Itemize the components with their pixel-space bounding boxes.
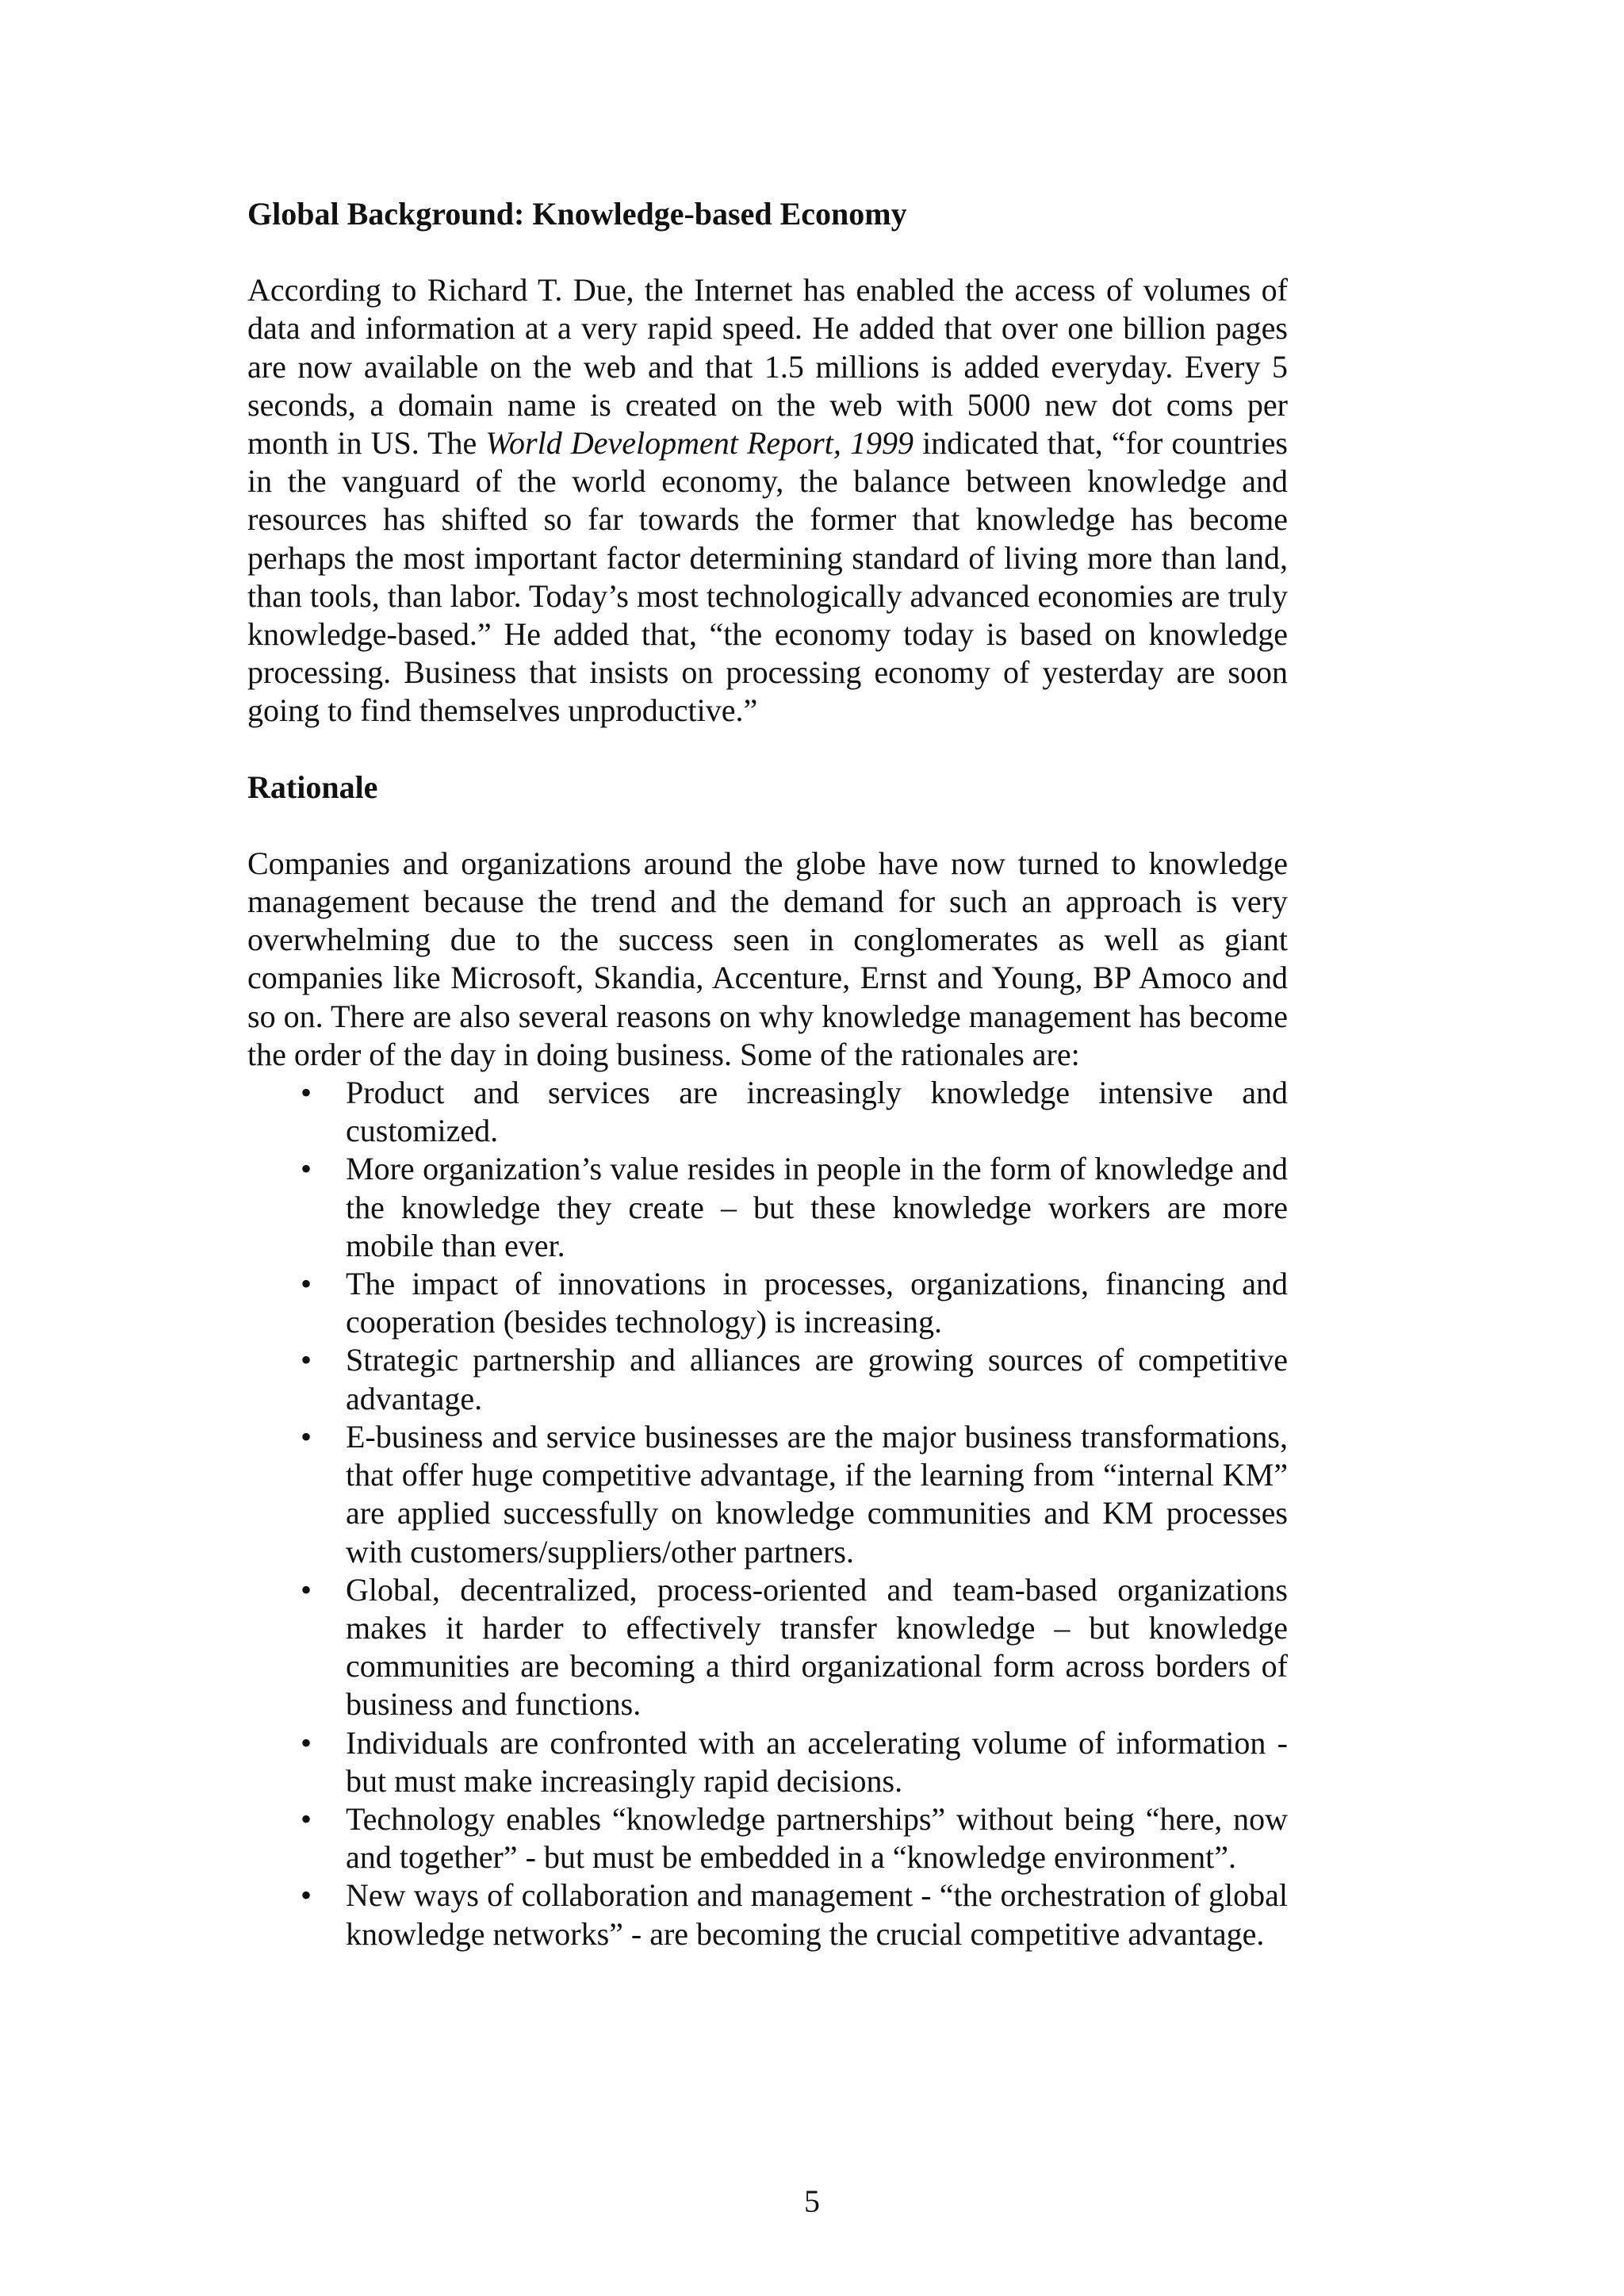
- bullet-icon: •: [300, 1800, 312, 1837]
- paragraph-knowledge-economy: [247, 271, 1288, 730]
- list-item-text: Technology enables “knowledge partnerships” without being “here, now and together” - but must be embedded in a “knowledge environment”.: [346, 1800, 1288, 1876]
- list-item: [247, 1724, 1288, 1800]
- bullet-icon: •: [300, 1418, 312, 1455]
- section-heading-rationale: Rationale: [247, 769, 378, 805]
- list-item-text: Individuals are confronted with an accelerating volume of information - but must make increasingly rapid decisions.: [346, 1724, 1288, 1799]
- spacer: [247, 807, 1288, 845]
- list-item: [247, 1800, 1288, 1876]
- list-item-text: Global, decentralized, process-oriented and team-based organizations makes it harder to effectively transfer knowledge – but knowledge communities are becoming a third organizational form across borders of business and functions.: [346, 1571, 1288, 1723]
- list-item-text: Strategic partnership and alliances are growing sources of competitive advantage.: [346, 1342, 1288, 1416]
- list-item: [247, 1150, 1288, 1265]
- bullet-icon: •: [300, 1151, 312, 1187]
- list-item-text: The impact of innovations in processes, organizations, financing and cooperation (besides technology) is increasing.: [346, 1266, 1288, 1340]
- spacer: [247, 233, 1288, 271]
- list-item-text: More organization’s value resides in people in the form of knowledge and the knowledge they create – but these knowledge workers are more mobile than ever.: [346, 1151, 1288, 1263]
- list-item: [247, 1571, 1288, 1724]
- list-item: [247, 1074, 1288, 1150]
- list-item: [247, 1265, 1288, 1341]
- paragraph-rationale: Companies and organizations around the globe have now turned to knowledge management because the trend and the demand for such an approach is very overwhelming due to the success seen in conglomerates as well as giant companies like Microsoft, Skandia, Accenture, Ernst and Young, BP Amoco and so on. There are also several reasons on why knowledge management has become the order of the day in doing business. Some of the rationales are:: [247, 845, 1288, 1072]
- section-heading-global-background: Global Background: Knowledge-based Economy: [247, 196, 907, 232]
- list-item: [247, 1418, 1288, 1571]
- bullet-icon: •: [300, 1877, 312, 1914]
- rationale-bullet-list: [247, 1074, 1288, 1953]
- list-item-text: E-business and service businesses are the major business transformations, that offer huge competitive advantage, if the learning from “internal KM” are applied successfully on knowledge communities and KM processes with customers/suppliers/other partners.: [346, 1418, 1288, 1570]
- list-item-text: New ways of collaboration and management - “the orchestration of global knowledge networks” - are becoming the crucial competitive advantage.: [346, 1877, 1288, 1952]
- list-item: [247, 1341, 1288, 1417]
- paragraph-text-part1: According to Richard T. Due, the Internet has enabled the access of volumes of data and information at a very rapid speed. He added that over one billion pages are now available on the web and that 1.5 millions is added everyday. Every 5 seconds, a domain name is created on the web with 5000 new dot coms per month in US. The: [247, 272, 1288, 462]
- list-item: [247, 1876, 1288, 1953]
- bullet-icon: •: [300, 1724, 312, 1761]
- page-content: [247, 195, 1288, 1953]
- spacer: [247, 730, 1288, 769]
- bullet-icon: •: [300, 1266, 312, 1302]
- paragraph-text-part2: indicated that, “for countries in the vanguard of the world economy, the balance between knowledge and resources has shifted so far towards the former that knowledge has become perhaps the most important factor determining standard of living more than land, than tools, than labor. Today’s most technologically advanced economies are truly knowledge-based.” He added that, “the economy today is based on knowledge processing. Business that insists on processing economy of yesterday are soon going to find themselves unproductive.”: [247, 425, 1288, 729]
- report-title: World Development Report, 1999: [485, 425, 914, 462]
- page-number: 5: [804, 2183, 820, 2219]
- list-item-text: Product and services are increasingly knowledge intensive and customized.: [346, 1075, 1288, 1149]
- bullet-icon: •: [300, 1571, 312, 1608]
- bullet-icon: •: [300, 1342, 312, 1378]
- bullet-icon: •: [300, 1075, 312, 1111]
